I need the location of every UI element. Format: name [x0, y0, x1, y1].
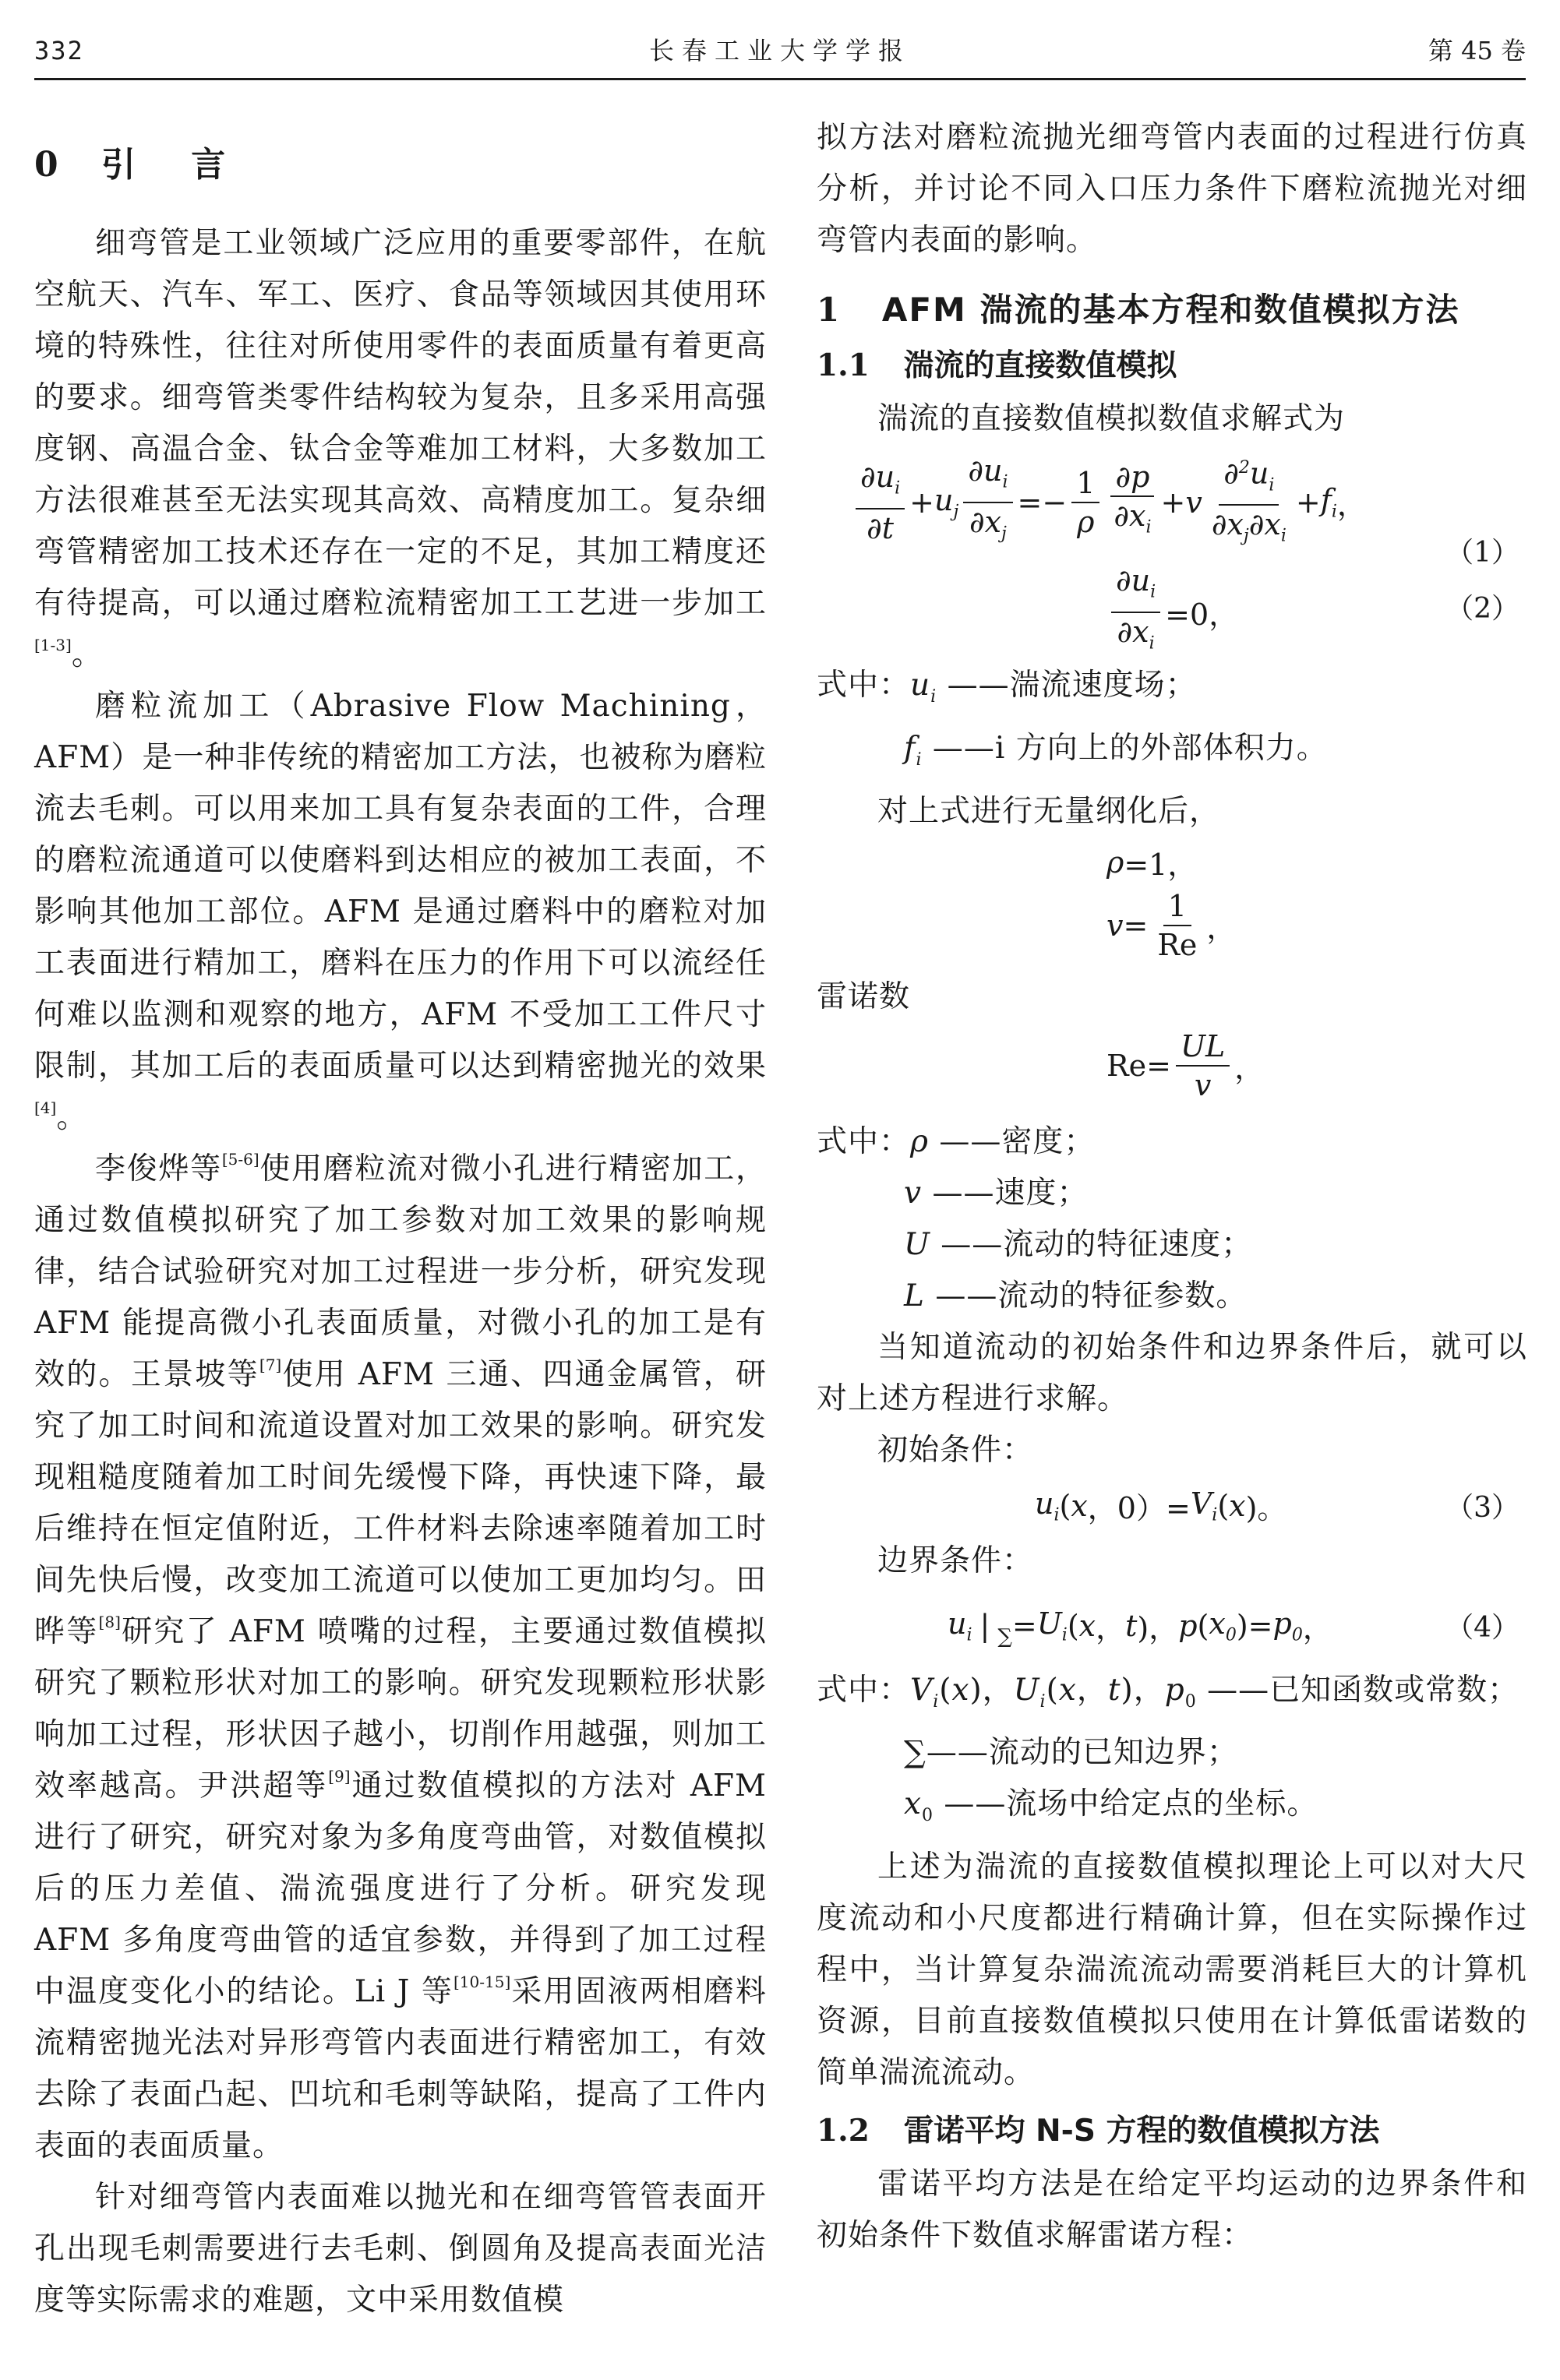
definition-line: ∑——流动的已知边界； [904, 1735, 1238, 1771]
definition-text: ——速度； [932, 1175, 1089, 1211]
citation: [1-3] [34, 636, 72, 654]
equation-number: （1） [1445, 537, 1519, 569]
page-number: 332 [34, 36, 84, 65]
citation: [9] [328, 1767, 351, 1786]
header-rule [34, 78, 1526, 80]
running-header [34, 31, 1526, 70]
equation-2: $\frac{\partial u_i}{\partial x_i}$ =0， （2） [817, 562, 1527, 660]
definition-line: $f_i$ ——i 方向上的外部体积力。 [904, 730, 1328, 770]
definition-text: ——流动的已知边界； [926, 1735, 1238, 1771]
equation-rho: ρ =1， [1106, 844, 1198, 883]
reynolds-label: 雷诺数 [817, 978, 911, 1014]
paragraph-text: 使用磨粒流对微小孔进行精密加工，通过数值模拟研究了加工参数对加工效果的影响规律，结合试验研究对加工过程进一步分析，研究发现 AFM 能提高微小孔表面质量，对微小孔的加工是有效的。王景坡等 [34, 1151, 767, 1392]
initial-label: 初始条件： [877, 1432, 1034, 1468]
intro-paragraph-3 [34, 1144, 767, 2172]
subsection-title: 雷诺平均 N-S 方程的数值模拟方法 [903, 2114, 1380, 2149]
equation-4: $u_i$ | ∑ = $U_i$ ( x ， t )， p ( $x_0$ )= $p_0$ ， （4） [948, 1606, 1519, 1648]
paragraph-text: 。 [56, 1100, 88, 1135]
citation: [5-6] [221, 1150, 259, 1169]
definitions-1 [817, 660, 1527, 786]
definition-line: L ——流动的特征参数。 [904, 1278, 1248, 1313]
citation: [10-15] [453, 1973, 511, 1991]
intro-paragraph-1 [34, 218, 767, 681]
definition-text: ——流动的特征参数。 [935, 1278, 1248, 1313]
definition-text: ——密度； [939, 1123, 1096, 1159]
where-label: 式中： [817, 1123, 911, 1159]
definition-line: 式中：$V_i(x)$，$U_i(x$，t)，$p_0$ ——已知函数或常数； [817, 1672, 1519, 1712]
nondim-text: 对上式进行无量纲化后， [877, 793, 1221, 829]
dns-intro-text: 湍流的直接数值模拟数值求解式为 [877, 401, 1346, 436]
equation-number: （3） [1445, 1492, 1519, 1525]
definition-line: 式中：ρ ——密度； [817, 1123, 1096, 1159]
citation: [8] [98, 1613, 121, 1631]
definition-text: ——已知函数或常数； [1207, 1672, 1519, 1708]
paragraph-text: 使用 AFM 三通、四通金属管，研究了加工时间和流道设置对加工效果的影响。研究发现粗糙度随着加工时间先缓慢下降，再快速下降，最后维持在恒定值附近，工件材料去除速率随着加工时间先快后慢，改变加工流道可以使加工更加均匀。田晔等 [34, 1357, 767, 1649]
definition-line: v ——速度； [904, 1175, 1089, 1211]
equation-1: $\frac{\partial u_i}{\partial t}$ + $u_j$ $\frac{\partial u_i}{\partial x_j}$ =− $\frac{1}{\rho}$ $\frac{\partial p}{\partial x_i}$ + v $\frac{\partial^2u_i}{\partial x_j\partial x_i}$ + $f_i$ ， （1） [817, 445, 1527, 562]
subsection-number: 1.2 [817, 2113, 870, 2149]
paragraph-text: 采用固液两相磨料流精密抛光法对异形弯管内表面进行精密加工，有效去除了表面凸起、凹坑和毛刺等缺陷，提高了工件内表面的表面质量。 [34, 1974, 767, 2163]
definition-line: U ——流动的特征速度； [904, 1226, 1253, 1262]
dns-discussion-text: 上述为湍流的直接数值模拟理论上可以对大尺度流动和小尺度都进行精确计算，但在实际操作过程中，当计算复杂湍流流动需要消耗巨大的计算机资源，目前直接数值模拟只使用在计算低雷诺数的简单湍流流动。 [817, 1849, 1527, 2091]
equation-re: Re = $\frac{UL}{v}$ ， [1106, 1028, 1265, 1102]
where-label: 式中： [817, 1672, 911, 1708]
section-number: 1 [817, 291, 842, 329]
where-label: 式中： [817, 668, 911, 703]
subsection-1-1-heading [817, 341, 1527, 390]
volume-label: 第 45 卷 [1428, 36, 1526, 65]
subsection-1-2-heading [817, 2107, 1527, 2156]
citation: [4] [34, 1098, 57, 1117]
definitions-3 [817, 1665, 1527, 1842]
paragraph-text: 。 [71, 637, 103, 672]
section-number: 0 [34, 145, 60, 185]
conditions-text: 当知道流动的初始条件和边界条件后，就可以对上述方程进行求解。 [817, 1329, 1527, 1416]
definitions-2 [817, 1116, 1527, 1322]
subsection-number: 1.1 [817, 347, 870, 383]
definition-line: $x_0$ ——流场中给定点的坐标。 [904, 1786, 1318, 1826]
equation-v: v = $\frac{1}{Re}$ ， [1106, 888, 1237, 962]
definition-text: ——湍流速度场； [947, 668, 1197, 703]
definition-text: ——i 方向上的外部体积力。 [932, 730, 1328, 766]
section-1-heading [817, 287, 1527, 333]
intro-paragraph-4: 针对细弯管内表面难以抛光和在细弯管管表面开孔出现毛刺需要进行去毛刺、倒圆角及提高表面光洁度等实际需求的难题，文中采用数值模 [34, 2180, 767, 2318]
equation-number: （2） [1445, 593, 1519, 625]
rans-text: 雷诺平均方法是在给定平均运动的边界条件和初始条件下数值求解雷诺方程： [817, 2167, 1527, 2254]
paragraph-text: 研究了 AFM 喷嘴的过程，主要通过数值模拟研究了颗粒形状对加工的影响。研究发现颗粒形状影响加工过程，形状因子越小，切削作用越强，则加工效率越高。尹洪超等 [34, 1614, 767, 1804]
journal-title: 长春工业大学学报 [648, 36, 911, 65]
left-column [34, 114, 767, 2326]
intro-paragraph-4-continued: 拟方法对磨粒流抛光细弯管内表面的过程进行仿真分析，并讨论不同入口压力条件下磨粒流抛光对细弯管内表面的影响。 [817, 120, 1527, 258]
boundary-label: 边界条件： [877, 1543, 1034, 1578]
intro-paragraph-2 [34, 681, 767, 1144]
paragraph-text: 磨粒流加工（Abrasive Flow Machining，AFM）是一种非传统的精密加工方法，也被称为磨粒流去毛刺。可以用来加工具有复杂表面的工件，合理的磨粒流通道可以使磨料到达相应的被加工表面，不影响其他加工部位。AFM 是通过磨料中的磨粒对加工表面进行精加工，磨料在压力的作用下可以流经任何难以监测和观察的地方，AFM 不受加工工件尺寸限制，其加工后的表面质量可以达到精密抛光的效果 [34, 689, 767, 1084]
subsection-title: 湍流的直接数值模拟 [903, 348, 1177, 383]
section-0-heading [34, 142, 767, 189]
equation-number: （4） [1445, 1612, 1519, 1645]
paragraph-text: 细弯管是工业领域广泛应用的重要零部件，在航空航天、汽车、军工、医疗、食品等领域因其使用环境的特殊性，往往对所使用零件的表面质量有着更高的要求。细弯管类零件结构较为复杂，且多采用高强度钢、高温合金、钛合金等难加工材料，大多数加工方法很难甚至无法实现其高效、高精度加工。复杂细弯管精密加工技术还存在一定的不足，其加工精度还有待提高，可以通过磨粒流精密加工工艺进一步加工 [34, 226, 767, 621]
right-column [817, 112, 1527, 2262]
equation-3: $u_i$ ( x ，0）= $V_i$ ( x )。 （3） [1035, 1486, 1519, 1526]
definition-text: ——流动的特征速度； [941, 1226, 1253, 1262]
definition-line: 式中：$u_i$ ——湍流速度场； [817, 668, 1197, 707]
section-title: 引 言 [101, 145, 248, 185]
paragraph-text: 通过数值模拟的方法对 AFM 进行了研究，研究对象为多角度弯曲管，对数值模拟后的压力差值、湍流强度进行了分析。研究发现 AFM 多角度弯曲管的适宜参数，并得到了加工过程中温度变化小的结论。Li J 等 [34, 1768, 767, 2009]
paragraph-text: 李俊烨等 [95, 1151, 222, 1186]
citation: [7] [259, 1356, 282, 1374]
definition-text: ——流场中给定点的坐标。 [944, 1786, 1318, 1822]
section-title: AFM 湍流的基本方程和数值模拟方法 [881, 291, 1460, 329]
